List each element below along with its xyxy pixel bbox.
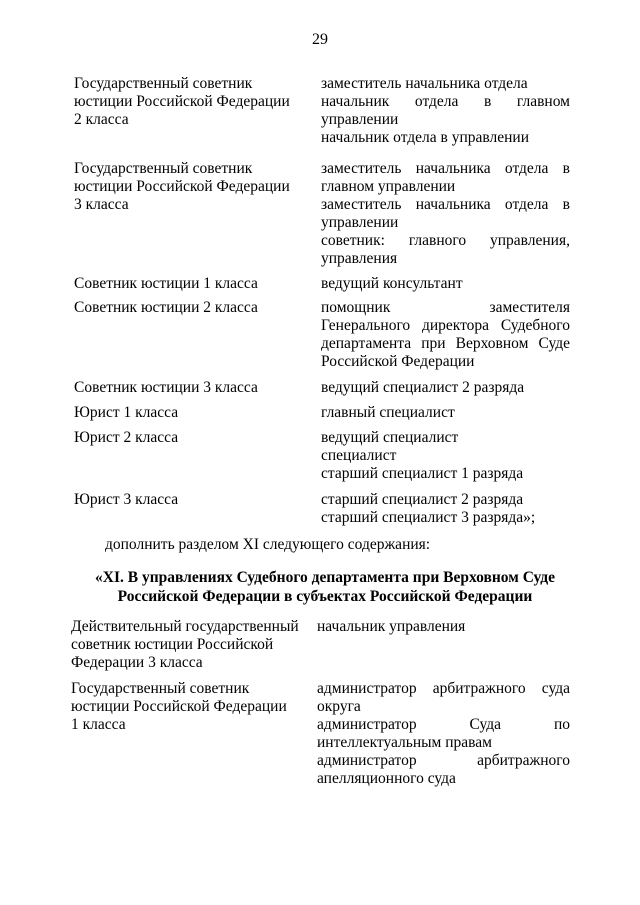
position-line: специалист [321,447,397,464]
position-cell [321,379,570,397]
position-line: начальник отдела в главном [321,93,570,110]
position-line: начальник управления [317,618,466,635]
rank-line: Советник юстиции 3 класса [74,379,258,396]
position-line: заместитель начальника отдела в [321,196,570,213]
rank-cell [74,404,302,422]
position-cell [317,618,570,636]
position-line: округа [317,698,361,715]
rank-cell [74,379,302,397]
position-line: департамента при Верховном Суде [321,335,570,352]
rank-cell [74,429,302,447]
position-line: ведущий специалист 2 разряда [321,379,525,396]
position-line: администратор Суда по [317,716,570,733]
position-line: старший специалист 2 разряда [321,491,524,508]
position-line: старший специалист 3 разряда»; [321,509,536,526]
position-line: администратор арбитражного [317,752,570,769]
rank-cell [74,275,302,293]
rank-line: юстиции Российской Федерации [74,93,290,110]
rank-line: Федерации 3 класса [71,654,203,671]
rank-line: 2 класса [74,111,129,128]
position-line: заместитель начальника отдела [321,75,528,92]
position-line: ведущий консультант [321,275,463,292]
rank-line: Юрист 3 класса [74,491,179,508]
position-cell [317,680,570,788]
position-line: интеллектуальным правам [317,734,492,751]
position-line: управлении [321,111,399,128]
position-cell [321,75,570,147]
rank-line: юстиции Российской Федерации [71,698,287,715]
rank-cell [74,160,302,214]
rank-cell [71,618,311,672]
rank-cell [74,75,302,129]
position-line: старший специалист 1 разряда [321,465,524,482]
section-heading [60,568,590,606]
intro-paragraph: дополнить разделом XI следующего содержания: [105,536,431,553]
position-line: главный специалист [321,404,455,421]
rank-line: Государственный советник [71,680,250,697]
position-cell [321,299,570,371]
position-line: управлении [321,214,399,231]
rank-cell [74,299,302,317]
rank-line: Советник юстиции 1 класса [74,275,258,292]
position-line: апелляционного суда [317,770,456,787]
page-number: 29 [312,31,328,48]
rank-line: 1 класса [71,716,126,733]
section-heading-line: «XI. В управлениях Судебного департамента при Верховном Суде [95,569,555,586]
section-heading-line: Российской Федерации в субъектах Российской Федерации [117,588,533,605]
rank-line: юстиции Российской Федерации [74,178,290,195]
position-line: главном управлении [321,178,456,195]
rank-line: советник юстиции Российской [71,636,274,653]
rank-cell [71,680,311,734]
position-line: советник: главного управления, [321,232,570,249]
position-line: ведущий специалист [321,429,459,446]
position-line: управления [321,250,398,267]
rank-line: 3 класса [74,196,129,213]
rank-line: Юрист 2 класса [74,429,179,446]
position-cell [321,491,570,527]
rank-line: Государственный советник [74,75,253,92]
rank-line: Государственный советник [74,160,253,177]
rank-line: Юрист 1 класса [74,404,179,421]
position-line: помощник заместителя [321,299,570,316]
position-line: начальник отдела в управлении [321,129,530,146]
position-cell [321,275,570,293]
position-line: Генерального директора Судебного [321,317,570,334]
rank-cell [74,491,302,509]
position-cell [321,429,570,483]
rank-line: Действительный государственный [71,618,299,635]
position-cell [321,404,570,422]
rank-line: Советник юстиции 2 класса [74,299,258,316]
position-line: Российской Федерации [321,353,475,370]
position-line: администратор арбитражного суда [317,680,570,697]
position-line: заместитель начальника отдела в [321,160,570,177]
position-cell [321,160,570,268]
